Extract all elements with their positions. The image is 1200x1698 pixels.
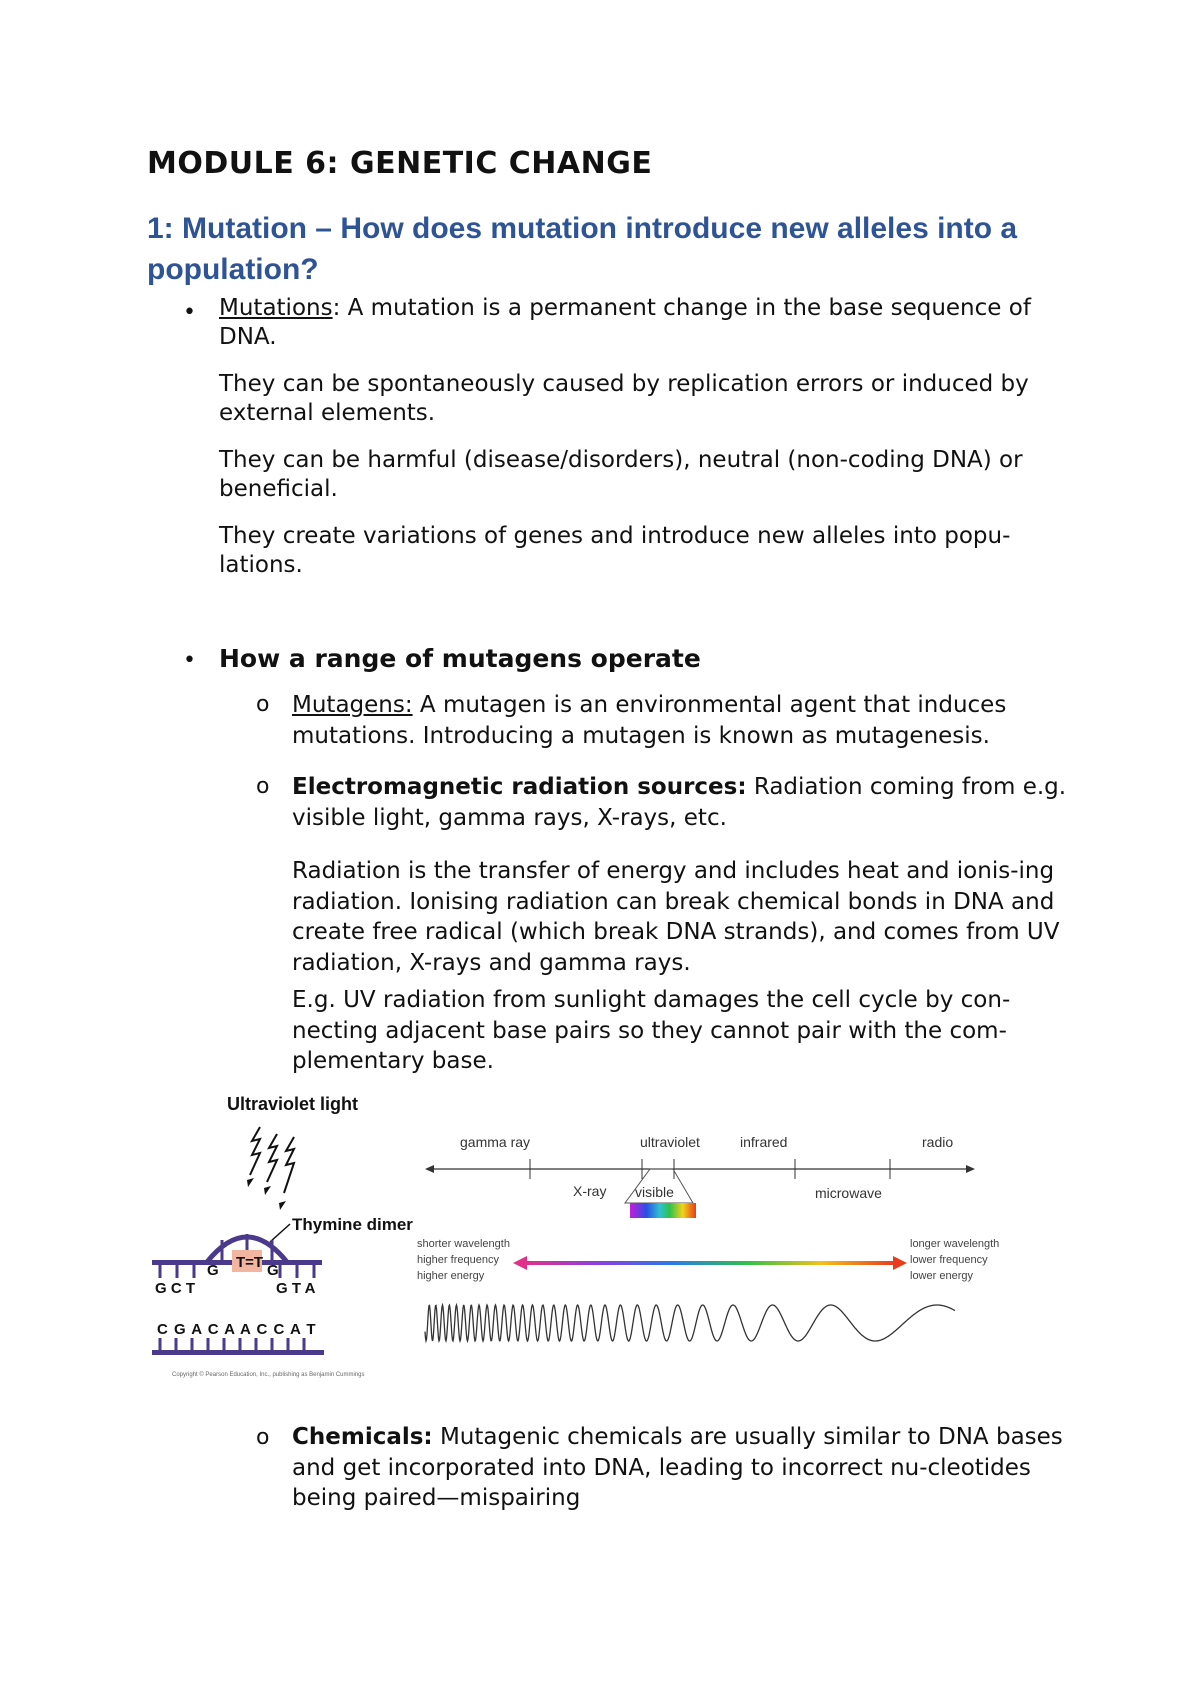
uv-figure-title: Ultraviolet light	[227, 1094, 359, 1114]
chemicals-term: Chemicals:	[292, 1424, 433, 1450]
mutagens-term: Mutagens:	[292, 692, 413, 718]
mutagens-definition	[292, 690, 1072, 751]
left-label-wavelength: shorter wavelength	[417, 1238, 510, 1250]
left-label-energy: higher energy	[417, 1270, 485, 1282]
bottom-sequence: C G A C A A C C A T	[157, 1321, 317, 1338]
right-g-label: G	[267, 1262, 279, 1279]
mutations-term: Mutations	[219, 295, 333, 321]
axis-left-arrow-icon	[425, 1165, 434, 1173]
spectrum-gradient-arrow	[525, 1261, 895, 1265]
mutations-definition	[219, 294, 1069, 352]
right-label-wavelength: longer wavelength	[910, 1238, 1000, 1250]
gradient-right-arrow-icon	[893, 1256, 907, 1270]
dimer-pointer-line	[270, 1224, 290, 1242]
mutagens-definition-text: A mutagen is an environmental agent that induces mutations. Introducing a mutagen is known as mutagenesis.	[292, 692, 1007, 749]
chemicals-definition	[292, 1422, 1072, 1514]
bullet-icon: •	[183, 648, 196, 673]
top-right-sequence: G T A	[276, 1280, 316, 1297]
mutations-paragraph-2: They can be harmful (disease/disorders), neutral (non-coding DNA) or beneficial.	[219, 447, 1023, 502]
label-ultraviolet: ultraviolet	[640, 1134, 700, 1150]
wavelength-wave	[425, 1305, 955, 1341]
left-g-label: G	[207, 1262, 219, 1279]
dimer-box-label: T=T	[236, 1254, 264, 1271]
bottom-strand-backbone	[152, 1350, 324, 1355]
mutations-definition-text: : A mutation is a permanent change in the base sequence of DNA.	[219, 295, 1031, 350]
em-radiation-term: Electromagnetic radiation sources:	[292, 774, 747, 800]
em-radiation-paragraph-2: E.g. UV radiation from sunlight damages the cell cycle by con-necting adjacent base pairs so they cannot pair with the com-plementary base.	[292, 987, 1011, 1074]
mutations-paragraph-1: They can be spontaneously caused by replication errors or induced by external elements.	[219, 371, 1029, 426]
mutations-paragraph-3: They create variations of genes and introduce new alleles into popu-lations.	[219, 523, 1011, 578]
em-radiation-definition	[292, 772, 1072, 833]
thymine-dimer-figure	[152, 1092, 413, 1382]
circle-bullet-icon: o	[256, 774, 270, 799]
circle-bullet-icon: o	[256, 1425, 270, 1450]
label-gamma-ray: gamma ray	[460, 1134, 531, 1150]
bullet-icon: •	[183, 300, 196, 325]
circle-bullet-icon: o	[256, 692, 270, 717]
right-label-frequency: lower frequency	[910, 1254, 988, 1266]
uv-arrowheads-icon	[247, 1178, 286, 1210]
top-left-sequence: G C T	[155, 1280, 195, 1297]
em-radiation-text: Radiation coming from e.g. visible light, gamma rays, X-rays, etc.	[292, 774, 1067, 831]
section-heading: 1: Mutation – How does mutation introduce new alleles into a population?	[147, 212, 1018, 286]
copyright-note: Copyright © Pearson Education, Inc., publishing as Benjamin Cummings	[172, 1372, 365, 1378]
label-infrared: infrared	[740, 1134, 788, 1150]
em-radiation-paragraph-1: Radiation is the transfer of energy and includes heat and ionis-ing radiation. Ionising radiation can break chemical bonds in DNA and create free radical (which break DNA strands), and comes from UV radiation, X-rays and gamma rays.	[292, 858, 1060, 976]
uv-rays-icon	[250, 1127, 294, 1193]
label-microwave: microwave	[815, 1185, 882, 1201]
gradient-left-arrow-icon	[513, 1256, 527, 1270]
module-title: MODULE 6: GENETIC CHANGE	[147, 146, 653, 181]
visible-band	[630, 1203, 696, 1218]
left-label-frequency: higher frequency	[417, 1254, 499, 1266]
label-x-ray: X-ray	[573, 1183, 607, 1199]
mutagens-heading: How a range of mutagens operate	[219, 644, 701, 673]
right-label-energy: lower energy	[910, 1270, 973, 1282]
label-radio: radio	[922, 1134, 954, 1150]
em-spectrum-figure	[417, 1125, 1000, 1365]
bottom-strand-bases	[160, 1338, 304, 1352]
label-visible: visible	[635, 1184, 674, 1200]
thymine-dimer-label: Thymine dimer	[292, 1215, 413, 1234]
chemicals-text: Mutagenic chemicals are usually similar to DNA bases and get incorporated into DNA, leading to incorrect nu-cleotides being paired—mispairing	[292, 1424, 1063, 1511]
axis-right-arrow-icon	[966, 1165, 975, 1173]
